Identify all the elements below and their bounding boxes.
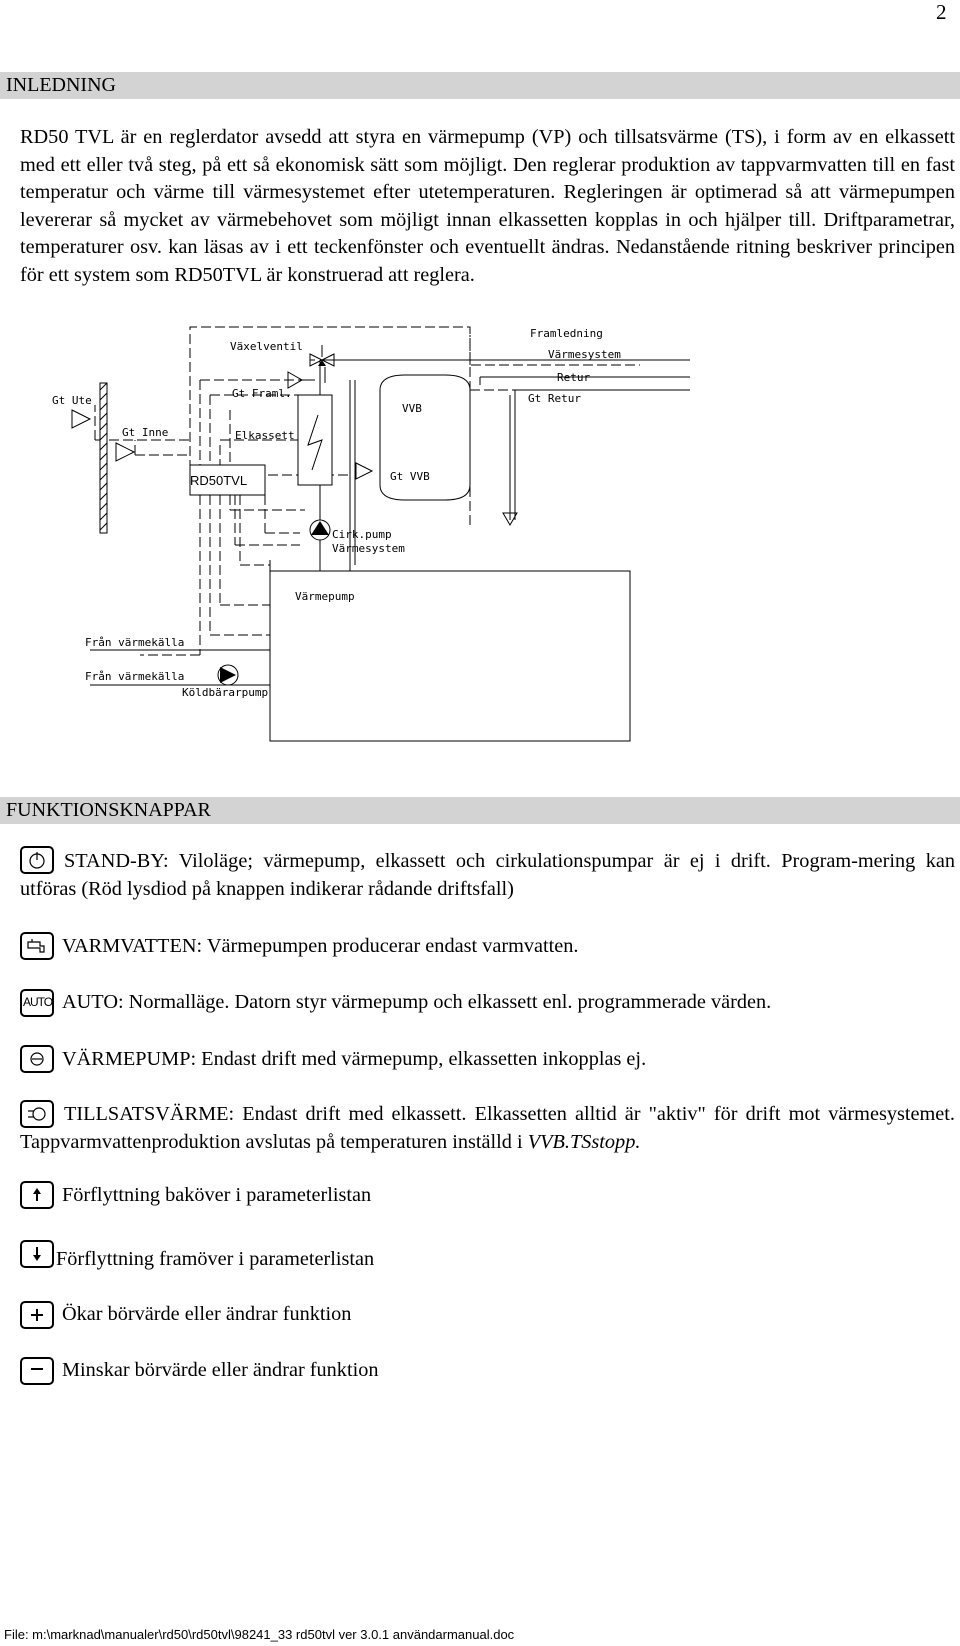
auto-button[interactable]	[20, 989, 54, 1017]
label-gt-retur: Gt Retur	[528, 392, 581, 405]
label-gt-ute: Gt Ute	[52, 394, 92, 407]
standby-description: STAND-BY: Viloläge; värmepump, elkassett och cirkulationspumpar är ej i drift. Program-mering kan utföras (Röd lysdiod på knappen indikerar rådande driftsfall)	[20, 850, 955, 900]
label-koldbararpump: Köldbärarpump	[182, 686, 269, 699]
label-retur: Retur	[557, 371, 591, 384]
label-controller: RD50TVL	[190, 473, 248, 488]
section-title-funktionsknappar: FUNKTIONSKNAPPAR	[0, 797, 960, 824]
label-varmepump: Värmepump	[295, 590, 355, 603]
label-elkassett: Elkassett	[235, 429, 295, 442]
varmvatten-description: VARMVATTEN: Värmepumpen producerar endast varmvatten.	[62, 935, 579, 957]
label-fran-varmekalla-2: Från värmekälla	[85, 670, 185, 683]
plus-description: Ökar börvärde eller ändrar funktion	[62, 1303, 352, 1325]
minus-description: Minskar börvärde eller ändrar funktion	[62, 1359, 379, 1381]
tap-icon	[22, 934, 52, 958]
forward-description: Förflyttning framöver i parameterlistan	[56, 1248, 375, 1270]
tillsatsvarme-text: TILLSATSVÄRME: Endast drift med elkassett. Elkassetten alltid är "aktiv" för drift mot värmesystemet. Tappvarmvattenproduktion avslutas på temperaturen inställd i	[20, 1103, 955, 1153]
back-button[interactable]	[20, 1181, 54, 1209]
label-framledning: Framledning	[530, 327, 603, 340]
back-description: Förflyttning baköver i parameterlistan	[62, 1184, 372, 1206]
varmepump-button[interactable]	[20, 1045, 54, 1073]
label-vvb: VVB	[402, 402, 422, 415]
system-diagram	[40, 327, 680, 745]
minus-button[interactable]	[20, 1357, 54, 1385]
tillsatsvarme-parameter: VVB.TSstopp.	[527, 1130, 641, 1153]
label-cirk-varmesystem: Värmesystem	[332, 542, 405, 555]
plus-icon	[22, 1303, 52, 1327]
label-cirkpump: Cirk.pump	[332, 528, 392, 541]
label-gt-vvb: Gt VVB	[390, 470, 430, 483]
heatpump-icon	[22, 1047, 52, 1071]
label-varmesystem: Värmesystem	[548, 348, 621, 361]
label-gt-inne: Gt Inne	[122, 426, 169, 439]
forward-button[interactable]	[20, 1240, 54, 1268]
auto-icon: AUTO	[23, 995, 53, 1009]
plus-button[interactable]	[20, 1301, 54, 1329]
intro-paragraph: RD50 TVL är en reglerdator avsedd att styra en värmepump (VP) och tillsatsvärme (TS), i form av en elkassett med ett eller två steg, på ett så ekonomisk sätt som möjligt. Den reglerar produktion av tappvarmvatten till en fast temperatur och värme till värmesystemet efter utetemperaturen. Regleringen är optimerad så att värmepumpen levererar så mycket av värmebehovet som möjligt innan elkassetten kopplas in och hjälper till. Driftparametrar, temperaturer osv. kan läsas av i ett teckenfönster och eventuellt ändras. Nedanstående ritning beskriver principen för ett system som RD50TVL är konstruerad att reglera.	[20, 126, 955, 286]
page-number: 2	[936, 0, 947, 24]
label-vaxelventil: Växelventil	[230, 340, 303, 353]
label-gt-framl: Gt Framl.	[232, 387, 292, 400]
auto-description: AUTO: Normalläge. Datorn styr värmepump och elkassett enl. programmerade värden.	[62, 991, 772, 1013]
minus-icon	[22, 1359, 52, 1383]
arrow-down-icon	[22, 1242, 52, 1266]
section-title-inledning: INLEDNING	[0, 72, 960, 99]
arrow-up-icon	[22, 1183, 52, 1207]
label-fran-varmekalla-1: Från värmekälla	[85, 636, 185, 649]
footer-filepath: File: m:\marknad\manualer\rd50\rd50tvl\98241_33 rd50tvl ver 3.0.1 användarmanual.doc	[4, 1627, 515, 1642]
varmepump-description: VÄRMEPUMP: Endast drift med värmepump, elkassetten inkopplas ej.	[62, 1048, 647, 1070]
tillsatsvarme-description	[20, 1101, 955, 1156]
varmvatten-button[interactable]	[20, 932, 54, 960]
